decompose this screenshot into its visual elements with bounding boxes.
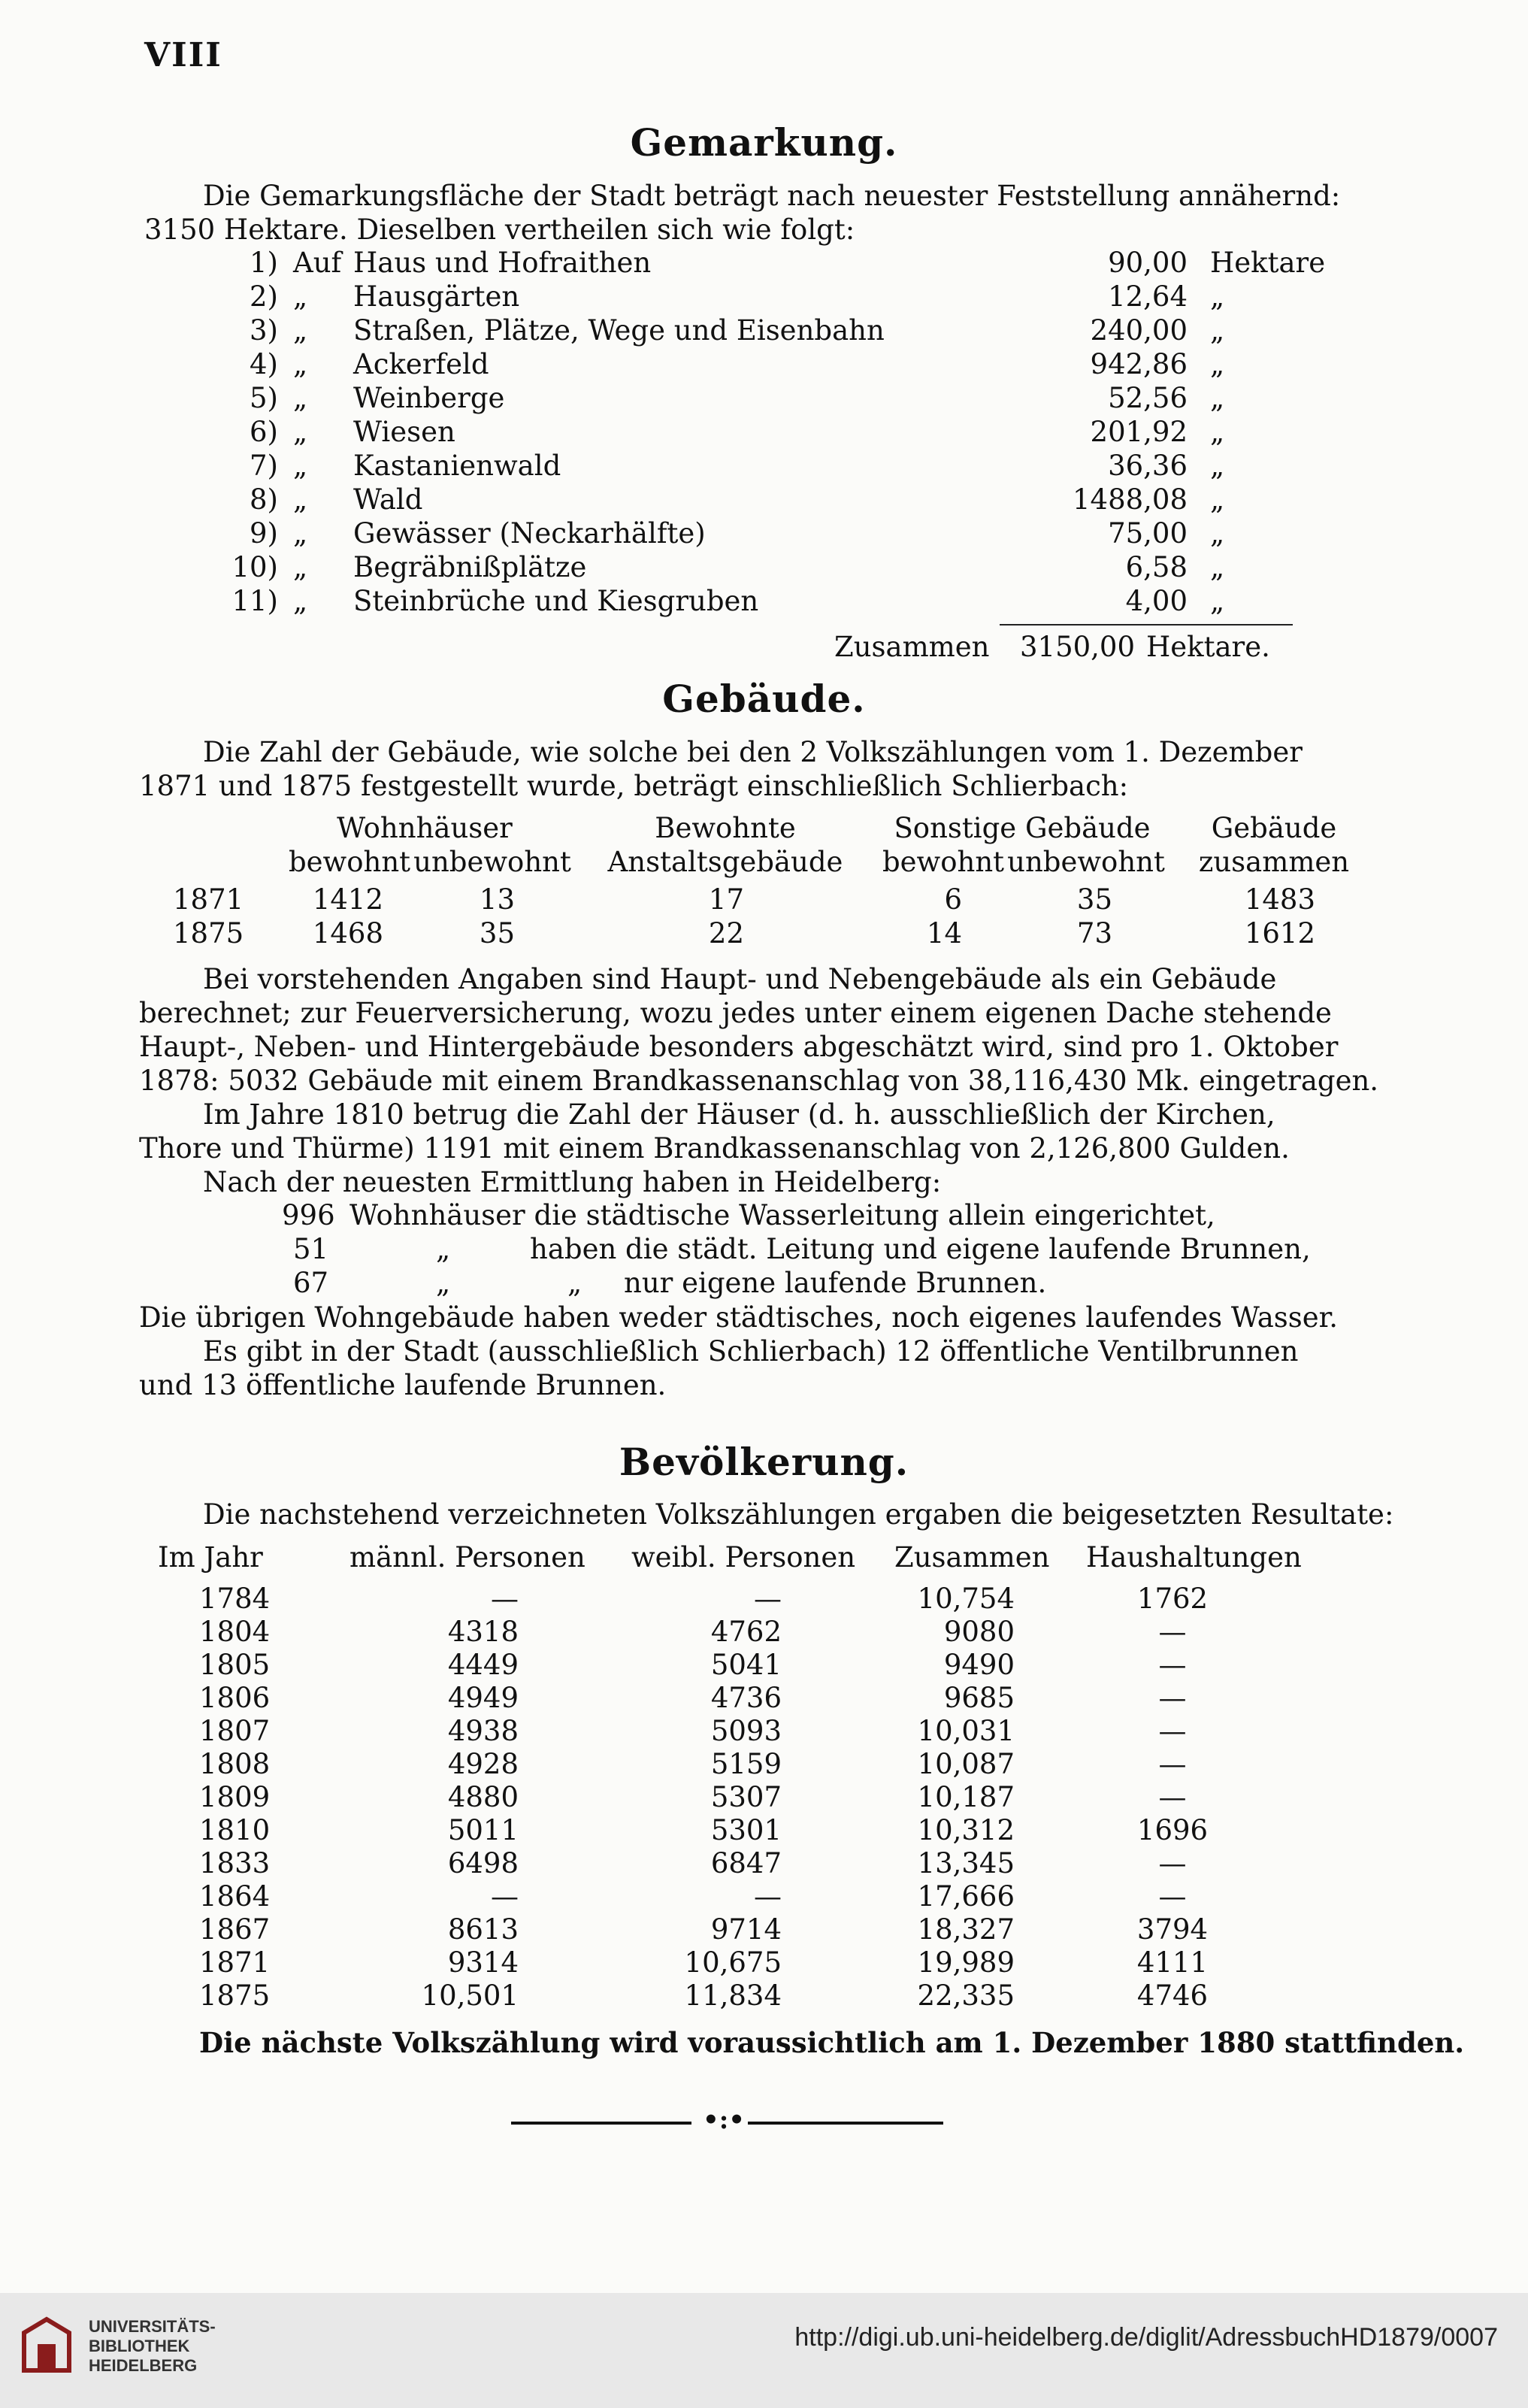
water-row2-num: 51 bbox=[293, 1233, 329, 1265]
item-number: 4) bbox=[250, 348, 278, 380]
population-cell-year: 1810 bbox=[199, 1814, 271, 1846]
population-cell-female: 5301 bbox=[710, 1814, 782, 1846]
gebaeude-para1-line4: 1878: 5032 Gebäude mit einem Brandkassenanschlag von 38,116,430 Mk. eingetragen. bbox=[139, 1065, 1379, 1097]
pop-header-year: Im Jahr bbox=[158, 1541, 263, 1574]
population-cell-female: 6847 bbox=[710, 1847, 782, 1879]
gebaeude-para1-line3: Haupt-, Neben- und Hintergebäude besonders abgeschätzt wird, sind pro 1. Oktober bbox=[139, 1031, 1339, 1063]
item-label: Wald bbox=[353, 483, 423, 516]
water-row3-ditto1: „ bbox=[436, 1267, 451, 1299]
population-cell-total: 13,345 bbox=[917, 1847, 1015, 1879]
item-value: 36,36 bbox=[1108, 450, 1188, 482]
population-cell-total: 10,187 bbox=[917, 1781, 1015, 1813]
col-header-gebaeude: Gebäude bbox=[1211, 812, 1337, 844]
water-row3-ditto2: „ bbox=[567, 1267, 582, 1299]
gebaeude-cell-s_unbew: 73 bbox=[1076, 917, 1112, 950]
population-cell-year: 1807 bbox=[199, 1715, 271, 1747]
item-value: 201,92 bbox=[1090, 416, 1188, 448]
population-cell-households: — bbox=[1158, 1847, 1187, 1879]
col-header-anstaltsgebaeude: Anstaltsgebäude bbox=[607, 846, 843, 878]
section-heading-gebaeude: Gebäude. bbox=[662, 677, 866, 721]
population-cell-households: 1696 bbox=[1136, 1814, 1209, 1846]
item-label: Weinberge bbox=[353, 382, 505, 414]
item-prefix: „ bbox=[293, 517, 308, 550]
population-cell-female: — bbox=[754, 1880, 782, 1913]
population-cell-year: 1784 bbox=[199, 1583, 271, 1615]
population-cell-female: 5041 bbox=[710, 1649, 782, 1681]
item-number: 1) bbox=[250, 247, 278, 279]
population-cell-female: 5307 bbox=[710, 1781, 782, 1813]
water-row2-ditto: „ bbox=[436, 1233, 451, 1265]
population-cell-male: 4449 bbox=[447, 1649, 519, 1681]
item-label: Gewässer (Neckarhälfte) bbox=[353, 517, 706, 550]
population-cell-male: 4928 bbox=[447, 1748, 519, 1780]
gemarkung-item bbox=[203, 585, 1300, 619]
sum-rule bbox=[1000, 624, 1293, 625]
gemarkung-list bbox=[203, 247, 1326, 619]
item-prefix: „ bbox=[293, 280, 308, 313]
section-heading-gemarkung: Gemarkung. bbox=[630, 120, 898, 165]
population-cell-total: 18,327 bbox=[917, 1913, 1015, 1946]
gebaeude-cell-w_unbew: 13 bbox=[479, 883, 515, 916]
item-number: 11) bbox=[231, 585, 278, 617]
gebaeude-cell-total: 1612 bbox=[1244, 917, 1315, 950]
population-cell-female: 4762 bbox=[710, 1616, 782, 1648]
population-cell-year: 1808 bbox=[199, 1748, 271, 1780]
item-label: Steinbrüche und Kiesgruben bbox=[353, 585, 759, 617]
item-prefix: „ bbox=[293, 314, 308, 347]
item-prefix: „ bbox=[293, 382, 308, 414]
total-label: Zusammen bbox=[834, 631, 990, 663]
population-cell-households: 1762 bbox=[1136, 1583, 1209, 1615]
source-url[interactable]: http://digi.ub.uni-heidelberg.de/diglit/AdressbuchHD1879/0007 bbox=[794, 2323, 1498, 2352]
population-cell-male: — bbox=[491, 1880, 519, 1913]
population-cell-male: 4880 bbox=[447, 1781, 519, 1813]
population-cell-households: — bbox=[1158, 1649, 1187, 1681]
water-row3-text: nur eigene laufende Brunnen. bbox=[624, 1267, 1047, 1299]
population-cell-female: — bbox=[754, 1583, 782, 1615]
gemarkung-item bbox=[203, 450, 1300, 483]
item-label: Begräbnißplätze bbox=[353, 551, 587, 583]
water-row3-num: 67 bbox=[293, 1267, 329, 1299]
gemarkung-item bbox=[203, 280, 1300, 314]
item-prefix: „ bbox=[293, 585, 308, 617]
gebaeude-intro-line1: Die Zahl der Gebäude, wie solche bei den 2 Volkszählungen vom 1. Dezember bbox=[203, 736, 1303, 768]
gemarkung-item bbox=[203, 348, 1300, 382]
population-cell-male: 5011 bbox=[447, 1814, 519, 1846]
item-value: 52,56 bbox=[1108, 382, 1188, 414]
population-cell-male: 4318 bbox=[447, 1616, 519, 1648]
gebaeude-cell-s_bew: 6 bbox=[944, 883, 962, 916]
item-number: 10) bbox=[231, 551, 278, 583]
item-prefix: „ bbox=[293, 416, 308, 448]
population-cell-households: — bbox=[1158, 1682, 1187, 1714]
item-value: 6,58 bbox=[1125, 551, 1188, 583]
population-cell-households: 3794 bbox=[1136, 1913, 1209, 1946]
population-cell-year: 1864 bbox=[199, 1880, 271, 1913]
col-header-sonst-unbewohnt: unbewohnt bbox=[1007, 846, 1165, 878]
item-label: Ackerfeld bbox=[353, 348, 489, 380]
gebaeude-para3-line1: Nach der neuesten Ermittlung haben in Heidelberg: bbox=[203, 1166, 942, 1198]
col-header-zusammen: zusammen bbox=[1198, 846, 1350, 878]
population-cell-year: 1867 bbox=[199, 1913, 271, 1946]
population-cell-total: 9080 bbox=[943, 1616, 1015, 1648]
gebaeude-para1-line2: berechnet; zur Feuerversicherung, wozu jedes unter einem eigenen Dache stehende bbox=[139, 997, 1332, 1029]
gebaeude-cell-w_unbew: 35 bbox=[479, 917, 515, 950]
col-header-wohn-unbewohnt: unbewohnt bbox=[413, 846, 571, 878]
gebaeude-cell-anstalt: 17 bbox=[708, 883, 744, 916]
gebaeude-cell-anstalt: 22 bbox=[708, 917, 744, 950]
population-cell-female: 5159 bbox=[710, 1748, 782, 1780]
item-unit: „ bbox=[1210, 483, 1225, 516]
item-prefix: „ bbox=[293, 551, 308, 583]
population-cell-male: 10,501 bbox=[421, 1979, 519, 2012]
population-cell-year: 1833 bbox=[199, 1847, 271, 1879]
census-note: Die nächste Volkszählung wird voraussichtlich am 1. Dezember 1880 stattfinden. bbox=[199, 2026, 1465, 2059]
population-cell-total: 10,312 bbox=[917, 1814, 1015, 1846]
population-cell-total: 10,031 bbox=[917, 1715, 1015, 1747]
population-cell-year: 1875 bbox=[199, 1979, 271, 2012]
library-name-line2: BIBLIOTHEK bbox=[89, 2337, 190, 2355]
item-number: 9) bbox=[250, 517, 278, 550]
page-number: VIII bbox=[144, 36, 222, 74]
item-value: 942,86 bbox=[1090, 348, 1188, 380]
col-header-wohn-bewohnt: bewohnt bbox=[288, 846, 411, 878]
item-unit: „ bbox=[1210, 280, 1225, 313]
gemarkung-item bbox=[203, 314, 1300, 348]
item-prefix: „ bbox=[293, 348, 308, 380]
population-cell-year: 1804 bbox=[199, 1616, 271, 1648]
pop-header-households: Haushaltungen bbox=[1086, 1541, 1302, 1574]
item-number: 3) bbox=[250, 314, 278, 347]
gebaeude-cell-w_bew: 1468 bbox=[312, 917, 383, 950]
population-cell-households: 4746 bbox=[1136, 1979, 1209, 2012]
population-cell-female: 9714 bbox=[710, 1913, 782, 1946]
water-row1-text: Wohnhäuser die städtische Wasserleitung allein eingerichtet, bbox=[349, 1199, 1215, 1231]
population-cell-households: — bbox=[1158, 1616, 1187, 1648]
population-cell-year: 1871 bbox=[199, 1946, 271, 1979]
population-cell-total: 9490 bbox=[943, 1649, 1015, 1681]
ornament-center: •:• bbox=[703, 2105, 746, 2135]
gebaeude-para4-line1: Die übrigen Wohngebäude haben weder städtisches, noch eigenes laufendes Wasser. bbox=[139, 1301, 1339, 1334]
population-cell-households: — bbox=[1158, 1880, 1187, 1913]
gebaeude-para5-line2: und 13 öffentliche laufende Brunnen. bbox=[139, 1369, 667, 1401]
population-cell-male: 8613 bbox=[447, 1913, 519, 1946]
library-logo-icon bbox=[17, 2310, 77, 2385]
item-unit: „ bbox=[1210, 416, 1225, 448]
population-cell-female: 5093 bbox=[710, 1715, 782, 1747]
col-header-sonst-bewohnt: bewohnt bbox=[882, 846, 1005, 878]
gemarkung-item bbox=[203, 483, 1300, 517]
item-unit: Hektare bbox=[1210, 247, 1326, 279]
gebaeude-para5-line1: Es gibt in der Stadt (ausschließlich Schlierbach) 12 öffentliche Ventilbrunnen bbox=[203, 1335, 1299, 1368]
col-header-sonstige: Sonstige Gebäude bbox=[894, 812, 1151, 844]
ornament-rule-right bbox=[748, 2122, 943, 2125]
pop-header-male: männl. Personen bbox=[349, 1541, 585, 1574]
population-cell-female: 10,675 bbox=[684, 1946, 782, 1979]
gebaeude-cell-s_unbew: 35 bbox=[1076, 883, 1112, 916]
library-name-line3: HEIDELBERG bbox=[89, 2356, 198, 2375]
population-cell-male: 4938 bbox=[447, 1715, 519, 1747]
gebaeude-para1-line1: Bei vorstehenden Angaben sind Haupt- und Nebengebäude als ein Gebäude bbox=[203, 963, 1277, 995]
water-row2-text: haben die städt. Leitung und eigene laufende Brunnen, bbox=[530, 1233, 1311, 1265]
gebaeude-cell-w_bew: 1412 bbox=[312, 883, 383, 916]
total-value: 3150,00 bbox=[1019, 631, 1135, 663]
population-cell-male: 4949 bbox=[447, 1682, 519, 1714]
item-unit: „ bbox=[1210, 551, 1225, 583]
item-unit: „ bbox=[1210, 450, 1225, 482]
item-label: Wiesen bbox=[353, 416, 455, 448]
gemarkung-intro-line1: Die Gemarkungsfläche der Stadt beträgt nach neuester Feststellung annähernd: bbox=[203, 180, 1341, 212]
population-cell-year: 1809 bbox=[199, 1781, 271, 1813]
population-cell-households: 4111 bbox=[1136, 1946, 1209, 1979]
item-label: Hausgärten bbox=[353, 280, 520, 313]
population-cell-year: 1805 bbox=[199, 1649, 271, 1681]
item-number: 2) bbox=[250, 280, 278, 313]
item-unit: „ bbox=[1210, 585, 1225, 617]
total-unit: Hektare. bbox=[1146, 631, 1270, 663]
library-name-line1: UNIVERSITÄTS- bbox=[89, 2317, 216, 2336]
item-number: 7) bbox=[250, 450, 278, 482]
gebaeude-para2-line1: Im Jahre 1810 betrug die Zahl der Häuser (d. h. ausschließlich der Kirchen, bbox=[203, 1098, 1275, 1131]
pop-header-total: Zusammen bbox=[894, 1541, 1050, 1574]
item-value: 1488,08 bbox=[1072, 483, 1188, 516]
population-cell-female: 4736 bbox=[710, 1682, 782, 1714]
item-number: 6) bbox=[250, 416, 278, 448]
population-cell-total: 22,335 bbox=[917, 1979, 1015, 2012]
population-cell-male: 9314 bbox=[447, 1946, 519, 1979]
item-unit: „ bbox=[1210, 348, 1225, 380]
gebaeude-para2-line2: Thore und Thürme) 1191 mit einem Brandkassenanschlag von 2,126,800 Gulden. bbox=[139, 1132, 1290, 1165]
item-label: Kastanienwald bbox=[353, 450, 561, 482]
population-cell-male: — bbox=[491, 1583, 519, 1615]
item-unit: „ bbox=[1210, 382, 1225, 414]
item-prefix: „ bbox=[293, 450, 308, 482]
population-cell-total: 10,754 bbox=[917, 1583, 1015, 1615]
item-value: 240,00 bbox=[1090, 314, 1188, 347]
item-value: 90,00 bbox=[1108, 247, 1188, 279]
gebaeude-cell-s_bew: 14 bbox=[926, 917, 962, 950]
population-cell-year: 1806 bbox=[199, 1682, 271, 1714]
pop-header-female: weibl. Personen bbox=[631, 1541, 856, 1574]
water-row1-num: 996 bbox=[282, 1199, 335, 1231]
gemarkung-item bbox=[203, 382, 1300, 416]
gemarkung-item bbox=[203, 247, 1326, 280]
item-value: 75,00 bbox=[1108, 517, 1188, 550]
col-header-wohnhaeuser: Wohnhäuser bbox=[337, 812, 513, 844]
population-cell-total: 17,666 bbox=[917, 1880, 1015, 1913]
population-cell-total: 9685 bbox=[943, 1682, 1015, 1714]
item-value: 4,00 bbox=[1125, 585, 1188, 617]
gebaeude-cell-year: 1871 bbox=[173, 883, 244, 916]
item-value: 12,64 bbox=[1108, 280, 1188, 313]
population-cell-households: — bbox=[1158, 1781, 1187, 1813]
item-prefix: Auf bbox=[293, 247, 342, 279]
gebaeude-cell-year: 1875 bbox=[173, 917, 244, 950]
gemarkung-intro-line2: 3150 Hektare. Dieselben vertheilen sich wie folgt: bbox=[144, 214, 855, 246]
item-prefix: „ bbox=[293, 483, 308, 516]
gebaeude-cell-total: 1483 bbox=[1244, 883, 1315, 916]
ornament-rule-left bbox=[511, 2122, 691, 2125]
item-number: 8) bbox=[250, 483, 278, 516]
col-header-bewohnte: Bewohnte bbox=[655, 812, 796, 844]
item-number: 5) bbox=[250, 382, 278, 414]
population-cell-total: 19,989 bbox=[917, 1946, 1015, 1979]
gemarkung-item bbox=[203, 517, 1300, 551]
gemarkung-item bbox=[203, 416, 1300, 450]
population-cell-total: 10,087 bbox=[917, 1748, 1015, 1780]
section-heading-bevoelkerung: Bevölkerung. bbox=[619, 1440, 909, 1484]
gebaeude-intro-line2: 1871 und 1875 festgestellt wurde, beträgt einschließlich Schlierbach: bbox=[139, 770, 1129, 802]
item-label: Straßen, Plätze, Wege und Eisenbahn bbox=[353, 314, 885, 347]
library-name bbox=[89, 2317, 216, 2376]
item-unit: „ bbox=[1210, 314, 1225, 347]
bevoelkerung-intro: Die nachstehend verzeichneten Volkszählungen ergaben die beigesetzten Resultate: bbox=[203, 1498, 1394, 1531]
item-label: Haus und Hofraithen bbox=[353, 247, 652, 279]
population-cell-households: — bbox=[1158, 1748, 1187, 1780]
population-cell-female: 11,834 bbox=[684, 1979, 782, 2012]
gemarkung-item bbox=[203, 551, 1300, 585]
population-cell-households: — bbox=[1158, 1715, 1187, 1747]
population-cell-male: 6498 bbox=[447, 1847, 519, 1879]
item-unit: „ bbox=[1210, 517, 1225, 550]
